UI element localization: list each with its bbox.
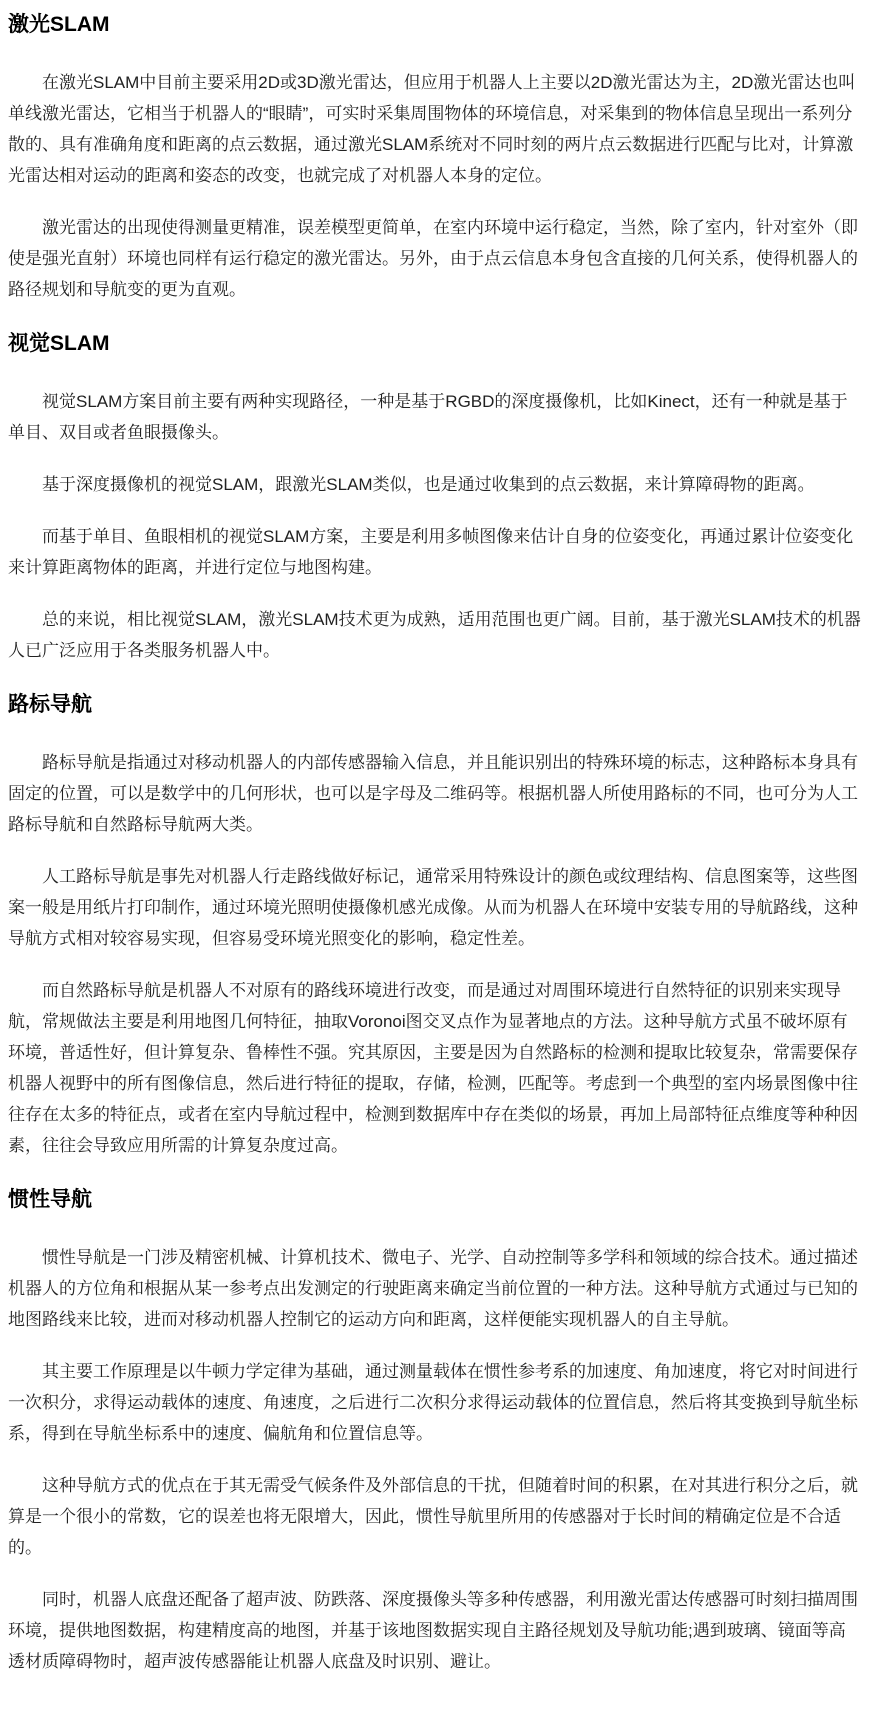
section-heading-inertial-navigation: 惯性导航 — [8, 1188, 92, 1211]
paragraph: 同时，机器人底盘还配备了超声波、防跌落、深度摄像头等多种传感器，利用激光雷达传感器可时刻扫描周围环境，提供地图数据，构建精度高的地图，并基于该地图数据实现自主路径规划及导航功能;遇到玻璃、镜面等高透材质障碍物时，超声波传感器能让机器人底盘及时识别、避让。 — [8, 1590, 858, 1671]
paragraph: 激光雷达的出现使得测量更精准，误差模型更简单，在室内环境中运行稳定，当然，除了室内，针对室外（即使是强光直射）环境也同样有运行稳定的激光雷达。另外，由于点云信息本身包含直接的几何关系，使得机器人的路径规划和导航变的更为直观。 — [8, 218, 858, 299]
paragraph: 而基于单目、鱼眼相机的视觉SLAM方案，主要是利用多帧图像来估计自身的位姿变化，再通过累计位姿变化来计算距离物体的距离，并进行定位与地图构建。 — [8, 527, 854, 577]
paragraph: 视觉SLAM方案目前主要有两种实现路径，一种是基于RGBD的深度摄像机，比如Kinect，还有一种就是基于单目、双目或者鱼眼摄像头。 — [8, 392, 848, 442]
section-laser-slam — [8, 12, 862, 305]
paragraph: 其主要工作原理是以牛顿力学定律为基础，通过测量载体在惯性参考系的加速度、角加速度，将它对时间进行一次积分，求得运动载体的速度、角速度，之后进行二次积分求得运动载体的位置信息，然后将其变换到导航坐标系，得到在导航坐标系中的速度、偏航角和位置信息等。 — [8, 1362, 858, 1443]
section-visual-slam — [8, 331, 862, 666]
section-heading-landmark-navigation: 路标导航 — [8, 693, 92, 716]
paragraph: 惯性导航是一门涉及精密机械、计算机技术、微电子、光学、自动控制等多学科和领域的综合技术。通过描述机器人的方位角和根据从某一参考点出发测定的行驶距离来确定当前位置的一种方法。这种导航方式通过与已知的地图路线来比较，进而对移动机器人控制它的运动方向和距离，这样便能实现机器人的自主导航。 — [8, 1248, 858, 1329]
section-heading-visual-slam: 视觉SLAM — [8, 332, 110, 355]
paragraph: 总的来说，相比视觉SLAM，激光SLAM技术更为成熟，适用范围也更广阔。目前，基于激光SLAM技术的机器人已广泛应用于各类服务机器人中。 — [8, 610, 861, 660]
paragraph: 而自然路标导航是机器人不对原有的路线环境进行改变，而是通过对周围环境进行自然特征的识别来实现导航，常规做法主要是利用地图几何特征，抽取Voronoi图交叉点作为显著地点的方法。这种导航方式虽不破坏原有环境，普适性好，但计算复杂、鲁棒性不强。究其原因，主要是因为自然路标的检测和提取比较复杂，常需要保存机器人视野中的所有图像信息，然后进行特征的提取，存储，检测，匹配等。考虑到一个典型的室内场景图像中往往存在太多的特征点，或者在室内导航过程中，检测到数据库中存在类似的场景，再加上局部特征点维度等种种因素，往往会导致应用所需的计算复杂度过高。 — [8, 981, 858, 1155]
section-heading-laser-slam: 激光SLAM — [8, 13, 110, 36]
paragraph: 在激光SLAM中目前主要采用2D或3D激光雷达，但应用于机器人上主要以2D激光雷达为主，2D激光雷达也叫单线激光雷达，它相当于机器人的“眼睛”，可实时采集周围物体的环境信息，对采集到的物体信息呈现出一系列分散的、具有准确角度和距离的点云数据，通过激光SLAM系统对不同时刻的两片点云数据进行匹配与比对，计算激光雷达相对运动的距离和姿态的改变，也就完成了对机器人本身的定位。 — [8, 73, 856, 185]
paragraph: 路标导航是指通过对移动机器人的内部传感器输入信息，并且能识别出的特殊环境的标志，这种路标本身具有固定的位置，可以是数学中的几何形状，也可以是字母及二维码等。根据机器人所使用路标的不同，也可分为人工路标导航和自然路标导航两大类。 — [8, 753, 858, 834]
section-inertial-navigation — [8, 1187, 862, 1677]
section-landmark-navigation — [8, 692, 862, 1161]
paragraph: 基于深度摄像机的视觉SLAM，跟激光SLAM类似，也是通过收集到的点云数据，来计算障碍物的距离。 — [42, 475, 815, 494]
paragraph: 这种导航方式的优点在于其无需受气候条件及外部信息的干扰，但随着时间的积累，在对其进行积分之后，就算是一个很小的常数，它的误差也将无限增大，因此，惯性导航里所用的传感器对于长时间的精确定位是不合适的。 — [8, 1476, 858, 1557]
paragraph: 人工路标导航是事先对机器人行走路线做好标记，通常采用特殊设计的颜色或纹理结构、信息图案等，这些图案一般是用纸片打印制作，通过环境光照明使摄像机感光成像。从而为机器人在环境中安装专用的导航路线，这种导航方式相对较容易实现，但容易受环境光照变化的影响，稳定性差。 — [8, 867, 858, 948]
